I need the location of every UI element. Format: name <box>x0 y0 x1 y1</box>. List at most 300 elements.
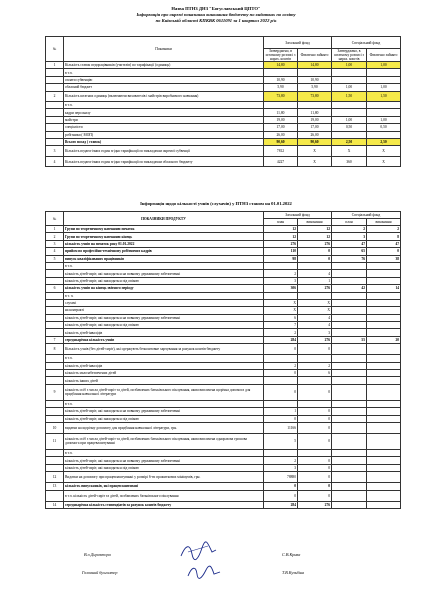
value-cell: 38 <box>367 255 401 262</box>
table-row <box>46 329 401 336</box>
value-cell: 284 <box>264 336 298 343</box>
row-number: 1 <box>46 62 64 69</box>
row-label: в т.ч. <box>64 355 264 362</box>
row-number <box>46 76 64 83</box>
value-cell <box>367 109 401 116</box>
table-row <box>46 377 401 384</box>
row-number <box>46 490 64 501</box>
value-cell: 8 <box>367 233 401 240</box>
value-cell <box>332 277 367 284</box>
value-cell <box>367 464 401 471</box>
col-special-fund-header: Спеціальний фонд <box>332 37 401 49</box>
row-number <box>46 415 64 422</box>
value-cell: X <box>332 146 367 157</box>
value-cell <box>367 384 401 400</box>
row-label: Групи по теоретичному навчанню кінець <box>64 233 264 240</box>
table-row <box>46 490 401 501</box>
value-cell: 0 <box>264 415 298 422</box>
row-label: середньорічна кількість учнів <box>64 336 264 343</box>
table-row <box>46 124 401 131</box>
value-cell: 1,00 <box>332 62 367 69</box>
value-cell <box>298 400 332 407</box>
value-cell: 7 <box>264 322 298 329</box>
value-cell <box>332 307 367 314</box>
value-cell: 0 <box>298 415 332 422</box>
value-cell: 76 <box>332 255 367 262</box>
value-cell: 2 <box>264 329 298 336</box>
row-number <box>46 102 64 109</box>
row-label: кількість малозабезпечених дітей <box>64 370 264 377</box>
row-label: в т.ч. кількість дітей-сиріт та дітей, позбавлених батьківського піклування <box>64 490 264 501</box>
value-cell <box>332 262 367 269</box>
value-cell <box>367 131 401 138</box>
row-number <box>46 109 64 116</box>
value-cell <box>332 109 367 116</box>
value-cell: 4 <box>298 270 332 277</box>
value-cell: 14,80 <box>264 62 298 69</box>
value-cell <box>332 370 367 377</box>
row-label: прийом по професійно-технічному робітничих кадрів <box>64 248 264 255</box>
row-number <box>46 377 64 384</box>
report-title: Інформація про окремі показники виконання бюджету по видатках по освіту <box>136 12 296 17</box>
value-cell: 12 <box>264 233 298 240</box>
value-cell: 7812 <box>264 146 298 157</box>
header-row <box>46 212 401 219</box>
row-number <box>46 277 64 284</box>
value-cell: 0 <box>264 483 298 490</box>
value-cell: 6 <box>264 314 298 321</box>
value-cell: 0 <box>298 457 332 464</box>
table-row <box>46 139 401 146</box>
value-cell: 17,00 <box>298 124 332 131</box>
row-number <box>46 457 64 464</box>
table-row <box>46 262 401 269</box>
table-row <box>46 102 401 109</box>
table-row <box>46 483 401 490</box>
value-cell <box>367 433 401 449</box>
row-label: в т.ч. <box>64 449 264 456</box>
value-cell: 0 <box>264 370 298 377</box>
row-label: Кількість учнів (без дітей-сиріт), які одержують безкоштовне харчування за рахунок коштів бюджету <box>64 344 264 355</box>
value-cell: X <box>298 156 332 167</box>
value-cell <box>367 355 401 362</box>
row-label: в т.ч. <box>64 262 264 269</box>
table-row <box>46 146 401 157</box>
subheader-cell: виконання <box>367 219 401 226</box>
value-cell: 276 <box>298 501 332 508</box>
value-cell: 2 <box>264 362 298 369</box>
row-label: майстри <box>64 116 264 123</box>
value-cell <box>332 344 367 355</box>
accountant-signature <box>186 562 222 582</box>
row-label: в т. ч. <box>64 292 264 299</box>
row-number: 3 <box>46 240 64 247</box>
value-cell: 1,00 <box>367 116 401 123</box>
row-number: 2 <box>46 91 64 102</box>
table-row <box>46 248 401 255</box>
value-cell <box>367 299 401 306</box>
table-row <box>46 322 401 329</box>
students-table-title: Інформація щодо кількості учнів (слухачів) у ПТНЗ станом на 01.01.2022 <box>140 201 292 206</box>
row-number <box>46 69 64 76</box>
value-cell <box>367 314 401 321</box>
value-cell: 17,00 <box>264 124 298 131</box>
value-cell <box>367 76 401 83</box>
value-cell <box>332 490 367 501</box>
value-cell <box>332 131 367 138</box>
row-number <box>46 408 64 415</box>
value-cell: 0 <box>298 344 332 355</box>
table-row <box>46 408 401 415</box>
value-cell <box>367 415 401 422</box>
value-cell: 65 <box>332 248 367 255</box>
value-cell: 276 <box>298 336 332 343</box>
value-cell <box>332 415 367 422</box>
director-role: В.о.Директора <box>84 552 111 557</box>
table-row <box>46 344 401 355</box>
value-cell <box>298 262 332 269</box>
row-label: в т.ч. <box>64 102 264 109</box>
value-cell <box>367 329 401 336</box>
row-number <box>46 400 64 407</box>
value-cell: 1,00 <box>332 116 367 123</box>
subheader-cell: план <box>264 219 298 226</box>
row-label: кадри персоналу <box>64 109 264 116</box>
value-cell <box>367 69 401 76</box>
table-row <box>46 84 401 91</box>
row-label: кількість осіб з числа дітей-сиріт та дітей, позбавлених батьківського піклування, яким виплачена щорічна допомога для придбання навчальної літератури <box>64 384 264 400</box>
row-label: обласний бюджет <box>64 84 264 91</box>
value-cell <box>332 464 367 471</box>
table-row <box>46 307 401 314</box>
value-cell: 5,90 <box>298 84 332 91</box>
value-cell: 73,80 <box>264 91 298 102</box>
accountant-role: Головний бухгалтер <box>82 570 118 575</box>
row-number <box>46 307 64 314</box>
row-label: оплати субвенцію <box>64 76 264 83</box>
accountant-name: Т.В.Кузьбіна <box>282 570 305 575</box>
value-cell: 55 <box>332 336 367 343</box>
value-cell <box>367 307 401 314</box>
value-cell: 3 <box>264 464 298 471</box>
row-number <box>46 270 64 277</box>
row-label: Кількість ставок педпрацівників (учителів) по тарифікації (одиниць) <box>64 62 264 69</box>
value-cell: 1,50 <box>367 91 401 102</box>
value-cell <box>264 377 298 384</box>
row-label: кількість дітей-сиріт, які знаходяться на повному державному забезпеченні <box>64 270 264 277</box>
value-cell <box>332 362 367 369</box>
value-cell: 11,80 <box>298 109 332 116</box>
value-cell: 90,60 <box>264 139 298 146</box>
value-cell: 14 <box>367 285 401 292</box>
table-row <box>46 384 401 400</box>
row-label: в т.ч. <box>64 69 264 76</box>
value-cell <box>264 292 298 299</box>
row-number <box>46 314 64 321</box>
value-cell <box>332 355 367 362</box>
row-label: кількість дітей-сиріт, які знаходяться на повному державному забезпеченні <box>64 314 264 321</box>
table-row <box>46 355 401 362</box>
subheader-cell: план <box>332 219 367 226</box>
value-cell: X <box>264 299 298 306</box>
value-cell <box>367 262 401 269</box>
value-cell: 1 <box>298 277 332 284</box>
value-cell <box>264 262 298 269</box>
value-cell <box>367 457 401 464</box>
row-label: Всього посад ( ставок) <box>64 139 264 146</box>
value-cell: 1,00 <box>367 84 401 91</box>
institution-name: Назва ПТНЗ ДНЗ "Богуславський ЦПТО" <box>171 6 261 11</box>
row-label: кількість учнів на початок року 01.01.2022 <box>64 240 264 247</box>
row-label: слухачі <box>64 299 264 306</box>
value-cell <box>298 449 332 456</box>
row-number: 8 <box>46 344 64 355</box>
table-row <box>46 501 401 508</box>
value-cell <box>298 69 332 76</box>
table-row <box>46 240 401 247</box>
value-cell: 11,80 <box>264 109 298 116</box>
table-row <box>46 362 401 369</box>
value-cell: 90,60 <box>298 139 332 146</box>
row-label: випуск кваліфікованих працівників <box>64 255 264 262</box>
value-cell: 78880 <box>264 472 298 483</box>
row-number: 1 <box>46 226 64 233</box>
row-label: кількість дітей-сиріт, які знаходяться під опікою <box>64 464 264 471</box>
row-number <box>46 116 64 123</box>
value-cell: 360 <box>332 156 367 167</box>
value-cell: 98 <box>264 255 298 262</box>
table-row <box>46 131 401 138</box>
value-cell: 306 <box>264 285 298 292</box>
row-label: кількість дітей-сиріт, які знаходяться під опікою <box>64 277 264 284</box>
row-label: Групи по теоретичному навчанню початок <box>64 226 264 233</box>
row-label: Кількість штатних одиниць (включаючи вихователів і майстрів виробничого навчання) <box>64 91 264 102</box>
table-row <box>46 109 401 116</box>
value-cell: 12 <box>298 233 332 240</box>
value-cell: 5 <box>264 433 298 449</box>
row-label: середньорічна кількість стипендіатів за рахунок коштів бюджету <box>64 501 264 508</box>
table-row <box>46 336 401 343</box>
value-cell: 1,00 <box>332 84 367 91</box>
value-cell: 0 <box>298 422 332 433</box>
value-cell <box>332 270 367 277</box>
value-cell: 0 <box>298 433 332 449</box>
value-cell: 4 <box>298 322 332 329</box>
col-general-fund-header: Загальний фонд <box>264 37 332 49</box>
value-cell <box>264 69 298 76</box>
value-cell: 110 <box>264 248 298 255</box>
value-cell: 73,80 <box>298 91 332 102</box>
subheader-cell: Фактично зайнято <box>367 49 401 62</box>
value-cell: 2,50 <box>367 139 401 146</box>
value-cell: 0 <box>298 483 332 490</box>
row-number: 5 <box>46 255 64 262</box>
row-number <box>46 362 64 369</box>
table-row <box>46 116 401 123</box>
value-cell: 0 <box>298 490 332 501</box>
row-number: 10 <box>46 422 64 433</box>
table-row <box>46 472 401 483</box>
value-cell <box>332 501 367 508</box>
table-row <box>46 62 401 69</box>
value-cell <box>367 322 401 329</box>
value-cell <box>332 384 367 400</box>
value-cell: 276 <box>298 240 332 247</box>
value-cell: 276 <box>264 240 298 247</box>
value-cell <box>332 400 367 407</box>
row-label: кількість інших дітей <box>64 377 264 384</box>
value-cell: 20 <box>367 336 401 343</box>
value-cell <box>332 329 367 336</box>
table-row <box>46 422 401 433</box>
value-cell: 26,00 <box>264 131 298 138</box>
value-cell: 47 <box>367 240 401 247</box>
subheader-cell: Затверджено, в штатному розписі з нарах. коштів <box>332 49 367 62</box>
value-cell: 2,50 <box>332 139 367 146</box>
row-label: Кількість педагогічних годин згідно тарифікації по викладачам обласного бюджету <box>64 156 264 167</box>
row-number: 9 <box>46 384 64 400</box>
value-cell: 19,00 <box>264 116 298 123</box>
row-number: 14 <box>46 501 64 508</box>
table-row <box>46 156 401 167</box>
row-label: кількість дітей-сиріт, які знаходяться під опікою <box>64 415 264 422</box>
value-cell <box>332 449 367 456</box>
value-cell <box>264 400 298 407</box>
table-row <box>46 449 401 456</box>
value-cell <box>367 449 401 456</box>
value-cell: 284 <box>264 501 298 508</box>
col-indicators-header: Показники <box>64 37 264 62</box>
row-number: 2 <box>46 233 64 240</box>
value-cell <box>367 370 401 377</box>
value-cell: 2 <box>367 226 401 233</box>
value-cell: 26,00 <box>298 131 332 138</box>
row-label: кількість випускників, які працевлаштовані <box>64 483 264 490</box>
value-cell <box>332 483 367 490</box>
value-cell <box>332 433 367 449</box>
value-cell: 12 <box>264 226 298 233</box>
value-cell: 1,00 <box>367 62 401 69</box>
value-cell <box>367 270 401 277</box>
row-label: кількість дітей-інвалідів <box>64 329 264 336</box>
value-cell: X <box>298 299 332 306</box>
value-cell: 12 <box>298 226 332 233</box>
table-row <box>46 464 401 471</box>
col-number-header: № <box>46 212 64 226</box>
value-cell: 0 <box>264 344 298 355</box>
staffing-table <box>45 36 401 167</box>
row-label: Кількість педагогічних годин згідно тарифікації по викладачам окремої субвенції <box>64 146 264 157</box>
value-cell <box>298 377 332 384</box>
value-cell <box>332 102 367 109</box>
value-cell <box>367 501 401 508</box>
table-row <box>46 370 401 377</box>
value-cell <box>367 422 401 433</box>
row-number <box>46 124 64 131</box>
row-label: кількість дітей-сиріт, які знаходяться під опікою <box>64 322 264 329</box>
value-cell <box>264 449 298 456</box>
row-label: кількість учнів на кінець звітного періоду <box>64 285 264 292</box>
value-cell <box>332 69 367 76</box>
row-number <box>46 139 64 146</box>
value-cell: 6 <box>298 370 332 377</box>
value-cell: 1 <box>264 408 298 415</box>
value-cell: 11166 <box>264 422 298 433</box>
row-number <box>46 329 64 336</box>
value-cell <box>367 408 401 415</box>
value-cell: X <box>298 307 332 314</box>
value-cell: 0 <box>298 255 332 262</box>
value-cell <box>298 102 332 109</box>
row-label: кількість дітей-сиріт, які знаходяться на повному державному забезпеченні <box>64 457 264 464</box>
director-signature <box>178 540 218 562</box>
row-number: 7 <box>46 336 64 343</box>
value-cell: 47 <box>332 240 367 247</box>
row-label: в т.ч. <box>64 400 264 407</box>
value-cell: 5,90 <box>264 84 298 91</box>
header-row <box>46 37 401 49</box>
row-label: Видатки на допомогу при працевлаштуванні у розмірі 6-ти прожиткових мінімумів, грн. <box>64 472 264 483</box>
value-cell: 3 <box>332 233 367 240</box>
value-cell: X <box>367 156 401 167</box>
row-number: 6 <box>46 285 64 292</box>
row-label: кількість дітей-сиріт, які знаходяться на повному державному забезпеченні <box>64 408 264 415</box>
value-cell: 0 <box>367 248 401 255</box>
row-label: видатки на щорічну допомогу для придбання навчальної літератури, грн. <box>64 422 264 433</box>
value-cell <box>264 102 298 109</box>
row-number: 4 <box>46 156 64 167</box>
table-row <box>46 69 401 76</box>
table-row <box>46 277 401 284</box>
value-cell: 2 <box>332 226 367 233</box>
value-cell <box>367 102 401 109</box>
value-cell <box>332 299 367 306</box>
value-cell <box>332 377 367 384</box>
row-label: спеціалісти <box>64 124 264 131</box>
value-cell: 2 <box>264 270 298 277</box>
col-indicators-header: ПОКАЗНИКИ ПРОДУКТУ <box>64 212 264 226</box>
table-row <box>46 299 401 306</box>
value-cell: 1,50 <box>332 91 367 102</box>
value-cell <box>367 472 401 483</box>
value-cell: 0 <box>298 248 332 255</box>
table-row <box>46 433 401 449</box>
table-row <box>46 415 401 422</box>
students-table <box>45 211 401 509</box>
value-cell: 10,90 <box>298 76 332 83</box>
value-cell: X <box>367 146 401 157</box>
row-number: 12 <box>46 472 64 483</box>
table-row <box>46 255 401 262</box>
value-cell <box>367 277 401 284</box>
row-number <box>46 262 64 269</box>
value-cell <box>367 490 401 501</box>
value-cell: 0 <box>298 472 332 483</box>
value-cell: 4227 <box>264 156 298 167</box>
table-row <box>46 270 401 277</box>
subheader-cell: виконання <box>298 219 332 226</box>
table-row <box>46 457 401 464</box>
value-cell: X <box>298 146 332 157</box>
value-cell: 0 <box>264 490 298 501</box>
value-cell <box>367 344 401 355</box>
value-cell <box>298 292 332 299</box>
value-cell: 3 <box>298 329 332 336</box>
row-label: робітники ( МОП) <box>64 131 264 138</box>
value-cell <box>264 355 298 362</box>
value-cell: 2 <box>298 362 332 369</box>
col-general-fund-header: Загальний фонд <box>264 212 332 219</box>
